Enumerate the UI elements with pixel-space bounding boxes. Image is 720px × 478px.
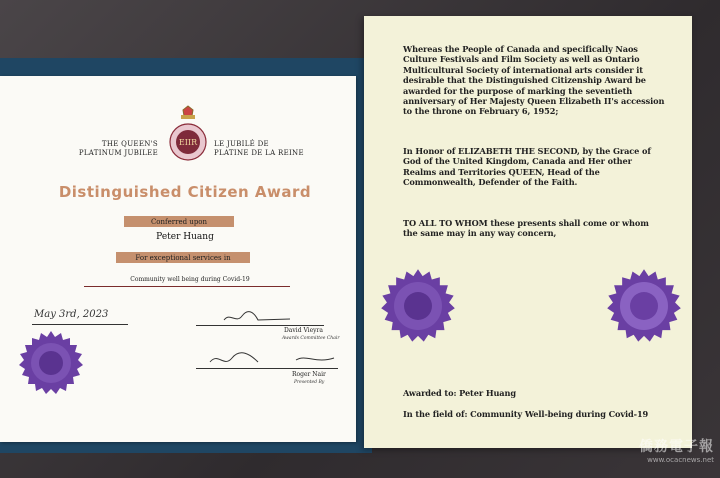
watermark-logo: 僑務電子報 — [639, 439, 714, 455]
watermark — [639, 436, 714, 464]
purple-seal-right-right — [606, 268, 682, 344]
purple-seal-right-left — [380, 268, 456, 344]
signature-line-2 — [196, 368, 338, 369]
signature-1 — [220, 310, 300, 326]
signature-2 — [206, 350, 346, 370]
awarded-to-line: Awarded to: Peter Huang — [403, 388, 516, 398]
recipient-name: Peter Huang — [156, 232, 214, 242]
field-of-line: In the field of: Community Well-being during Covid-19 — [403, 409, 649, 419]
platinum-jubilee-emblem — [166, 104, 210, 164]
proclamation-paragraph-2: In Honor of ELIZABETH THE SECOND, by the Grace of God of the United Kingdom, Canada and Her other Realms and Territories QUEEN, Head of the Commonwealth, Defender of the Faith. — [403, 146, 651, 188]
signer-2-name: Roger Nair — [292, 371, 326, 378]
purple-seal-left — [18, 330, 84, 396]
award-title: Distinguished Citizen Award — [58, 183, 312, 201]
signer-1-name: David Vieyra — [284, 327, 323, 334]
jubilee-english-text: THE QUEEN'S PLATINUM JUBILEE — [78, 140, 158, 157]
signer-1-role: Awards Committee Chair — [282, 336, 340, 341]
jubilee-french-text: LE JUBILÉ DE PLATINE DE LA REINE — [214, 140, 304, 157]
proclamation-paragraph-1: Whereas the People of Canada and specifically Naos Culture Festivals and Film Society as well as Ontario Multicultural Society of international arts consider it desirable that the Distinguished Citizenship Award be awarded for the purpose of marking the seventieth anniversary of Her Majesty Queen Elizabeth II's accession to the throne on February 6, 1952; — [403, 44, 665, 117]
handwritten-date: May 3rd, 2023 — [34, 309, 109, 320]
watermark-url: www.ocacnews.net — [647, 456, 714, 464]
reason-text: Community well being during Covid-19 — [130, 276, 250, 283]
conferred-label: Conferred upon — [150, 218, 208, 226]
date-line — [32, 324, 128, 325]
reason-underline — [84, 286, 290, 287]
proclamation-paragraph-3: TO ALL TO WHOM these presents shall come or whom the same may in any way concern, — [403, 218, 649, 239]
signature-line-1 — [196, 325, 324, 326]
signer-2-role: Presented By — [294, 380, 325, 385]
svg-text:EIIR: EIIR — [178, 138, 198, 147]
reason-label: For exceptional services in — [135, 254, 231, 262]
